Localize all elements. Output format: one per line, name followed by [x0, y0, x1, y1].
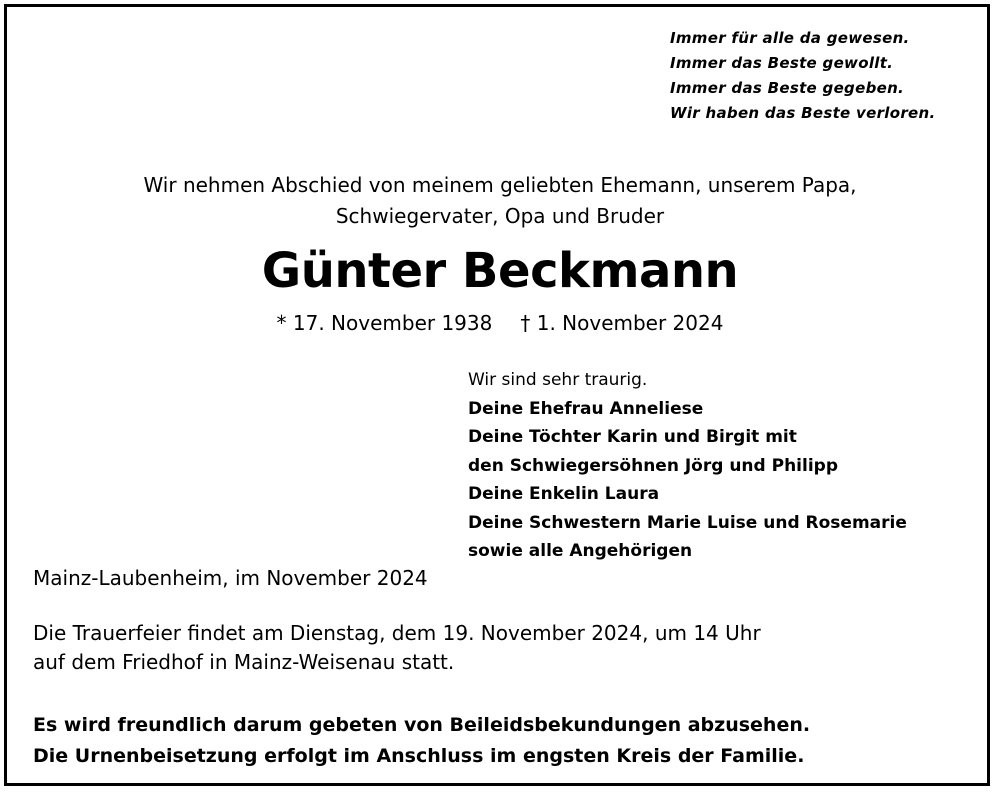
death-date: † 1. November 2024 [520, 311, 724, 335]
family-member: den Schwiegersöhnen Jörg und Philipp [468, 455, 838, 476]
notice-line: Es wird freundlich darum gebeten von Beileidsbekundungen abzusehen. [33, 714, 811, 736]
intro-text [0, 170, 1000, 232]
motto-line: Immer für alle da gewesen. [670, 29, 910, 47]
ceremony-line: Die Trauerfeier findet am Dienstag, dem 19. November 2024, um 14 Uhr [33, 621, 761, 645]
family-member: Deine Schwestern Marie Luise und Rosemarie [468, 512, 907, 533]
place-date: Mainz-Laubenheim, im November 2024 [33, 566, 428, 590]
ceremony-info [33, 619, 761, 677]
family-member: Deine Enkelin Laura [468, 484, 660, 504]
family-member: sowie alle Angehörigen [468, 541, 693, 561]
motto-verse [670, 26, 935, 126]
deceased-name: Günter Beckmann [261, 243, 739, 299]
ceremony-line: auf dem Friedhof in Mainz-Weisenau statt. [33, 650, 455, 674]
family-lead: Wir sind sehr traurig. [468, 370, 648, 390]
family-signatures [468, 366, 907, 566]
notice-line: Die Urnenbeisetzung erfolgt im Anschluss im engsten Kreis der Familie. [33, 745, 805, 767]
motto-line: Immer das Beste gewollt. [670, 54, 894, 72]
condolence-notice [33, 710, 810, 772]
birth-date: * 17. November 1938 [276, 311, 493, 335]
family-member: Deine Töchter Karin und Birgit mit [468, 427, 797, 447]
intro-line: Wir nehmen Abschied von meinem geliebten Ehemann, unserem Papa, [143, 173, 857, 197]
motto-line: Wir haben das Beste verloren. [670, 104, 936, 122]
life-dates [0, 311, 1000, 335]
family-member: Deine Ehefrau Anneliese [468, 398, 704, 419]
intro-line: Schwiegervater, Opa und Bruder [335, 204, 665, 228]
motto-line: Immer das Beste gegeben. [670, 79, 905, 97]
